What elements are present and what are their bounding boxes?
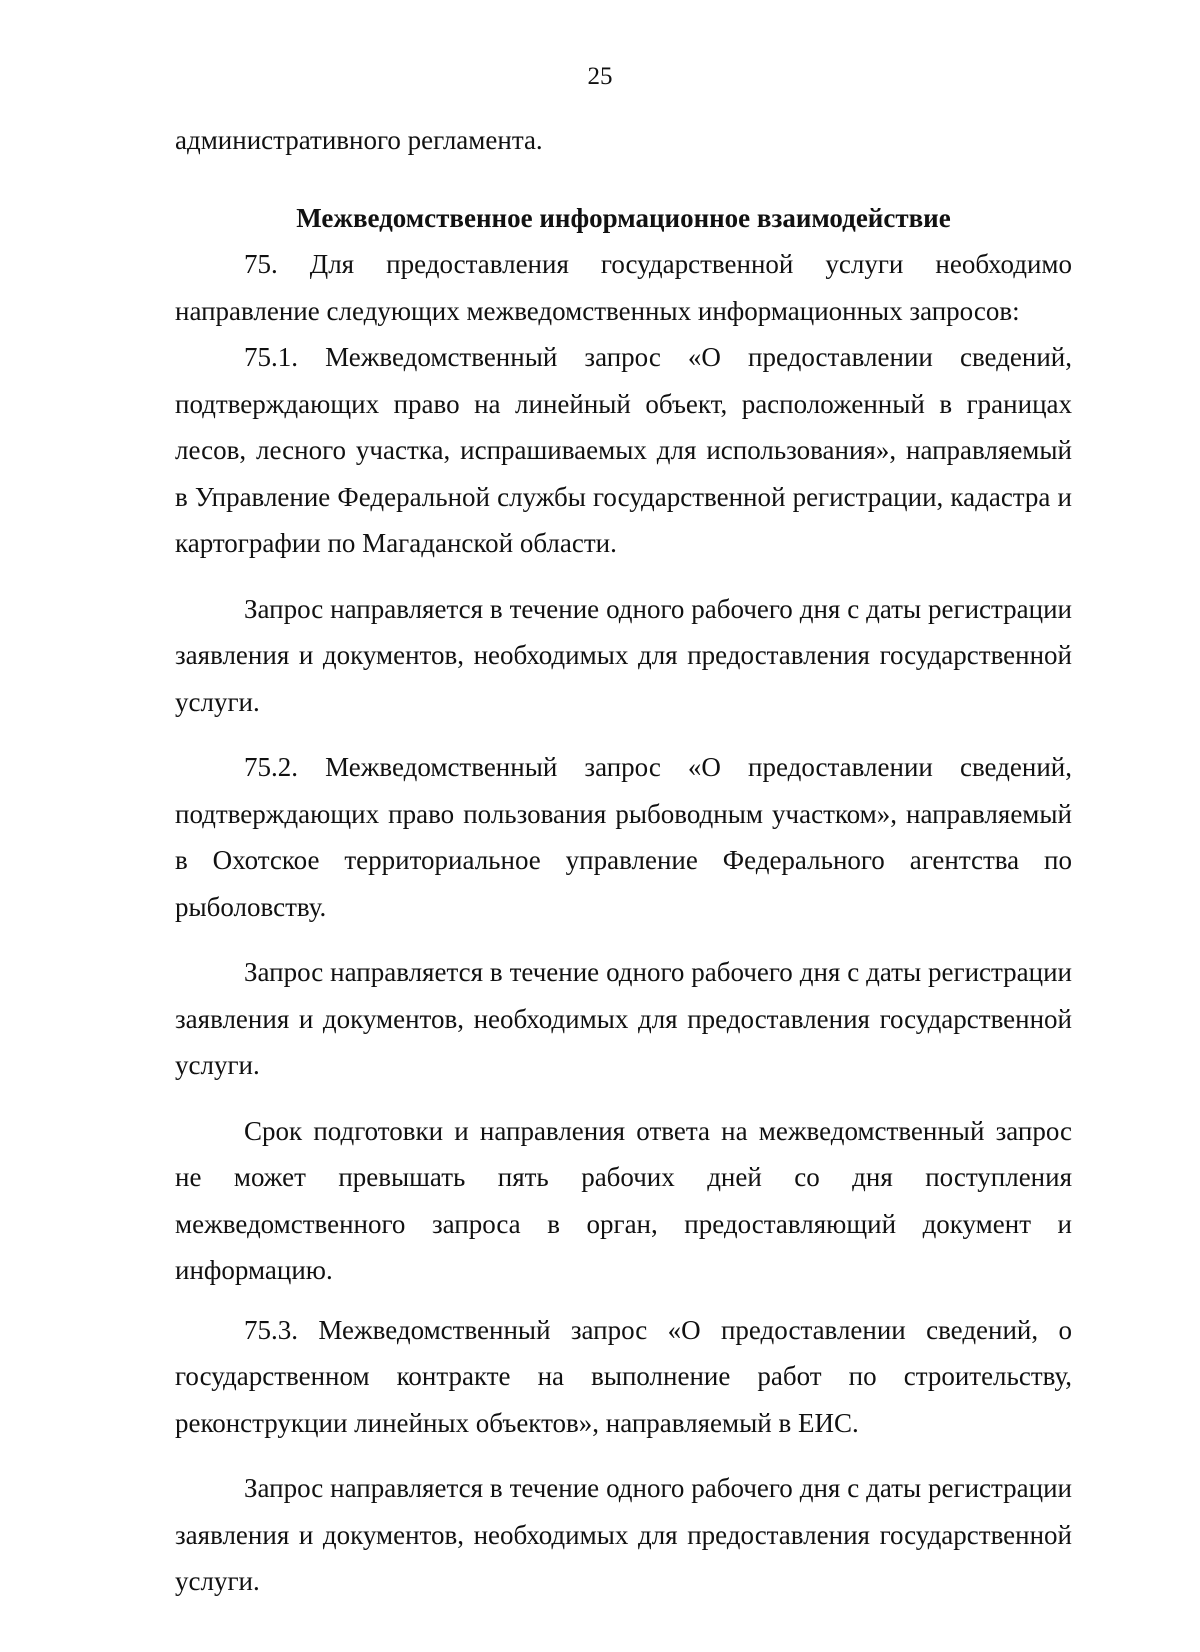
section-heading: Межведомственное информационное взаимодействие	[296, 202, 951, 233]
paragraph-75-3-deadline: Запрос направляется в течение одного рабочего дня с даты регистрации заявления и документов, необходимых для предоставления государственной услуги.	[175, 1473, 1072, 1596]
paragraph-continuation: административного регламента.	[175, 125, 543, 155]
page-number: 25	[587, 63, 613, 90]
paragraph-75-2-deadline: Запрос направляется в течение одного рабочего дня с даты регистрации заявления и документов, необходимых для предоставления государственной услуги.	[175, 957, 1072, 1080]
paragraph-75-2: 75.2. Межведомственный запрос «О предоставлении сведений, подтверждающих право пользования рыбоводным участком», направляемый в Охотское территориальное управление Федерального агентства по рыболовству.	[175, 752, 1072, 922]
paragraph-75-3: 75.3. Межведомственный запрос «О предоставлении сведений, о государственном контракте на выполнение работ по строительству, реконструкции линейных объектов», направляемый в ЕИС.	[175, 1314, 1072, 1438]
paragraph-75-1: 75.1. Межведомственный запрос «О предоставлении сведений, подтверждающих право на линейный объект, расположенный в границах лесов, лесного участка, испрашиваемых для использования», направляемый в Управление Федеральной службы государственной регистрации, кадастра и картографии по Магаданской области.	[175, 342, 1072, 558]
paragraph-response-term: Срок подготовки и направления ответа на межведомственный запрос не может превышать пять рабочих дней со дня поступления межведомственного запроса в орган, предоставляющий документ и информацию.	[175, 1115, 1072, 1285]
paragraph-75: 75. Для предоставления государственной услуги необходимо направление следующих межведомственных информационных запросов:	[175, 249, 1072, 326]
paragraph-75-1-deadline: Запрос направляется в течение одного рабочего дня с даты регистрации заявления и документов, необходимых для предоставления государственной услуги.	[175, 593, 1072, 717]
document-body	[175, 117, 1072, 1605]
